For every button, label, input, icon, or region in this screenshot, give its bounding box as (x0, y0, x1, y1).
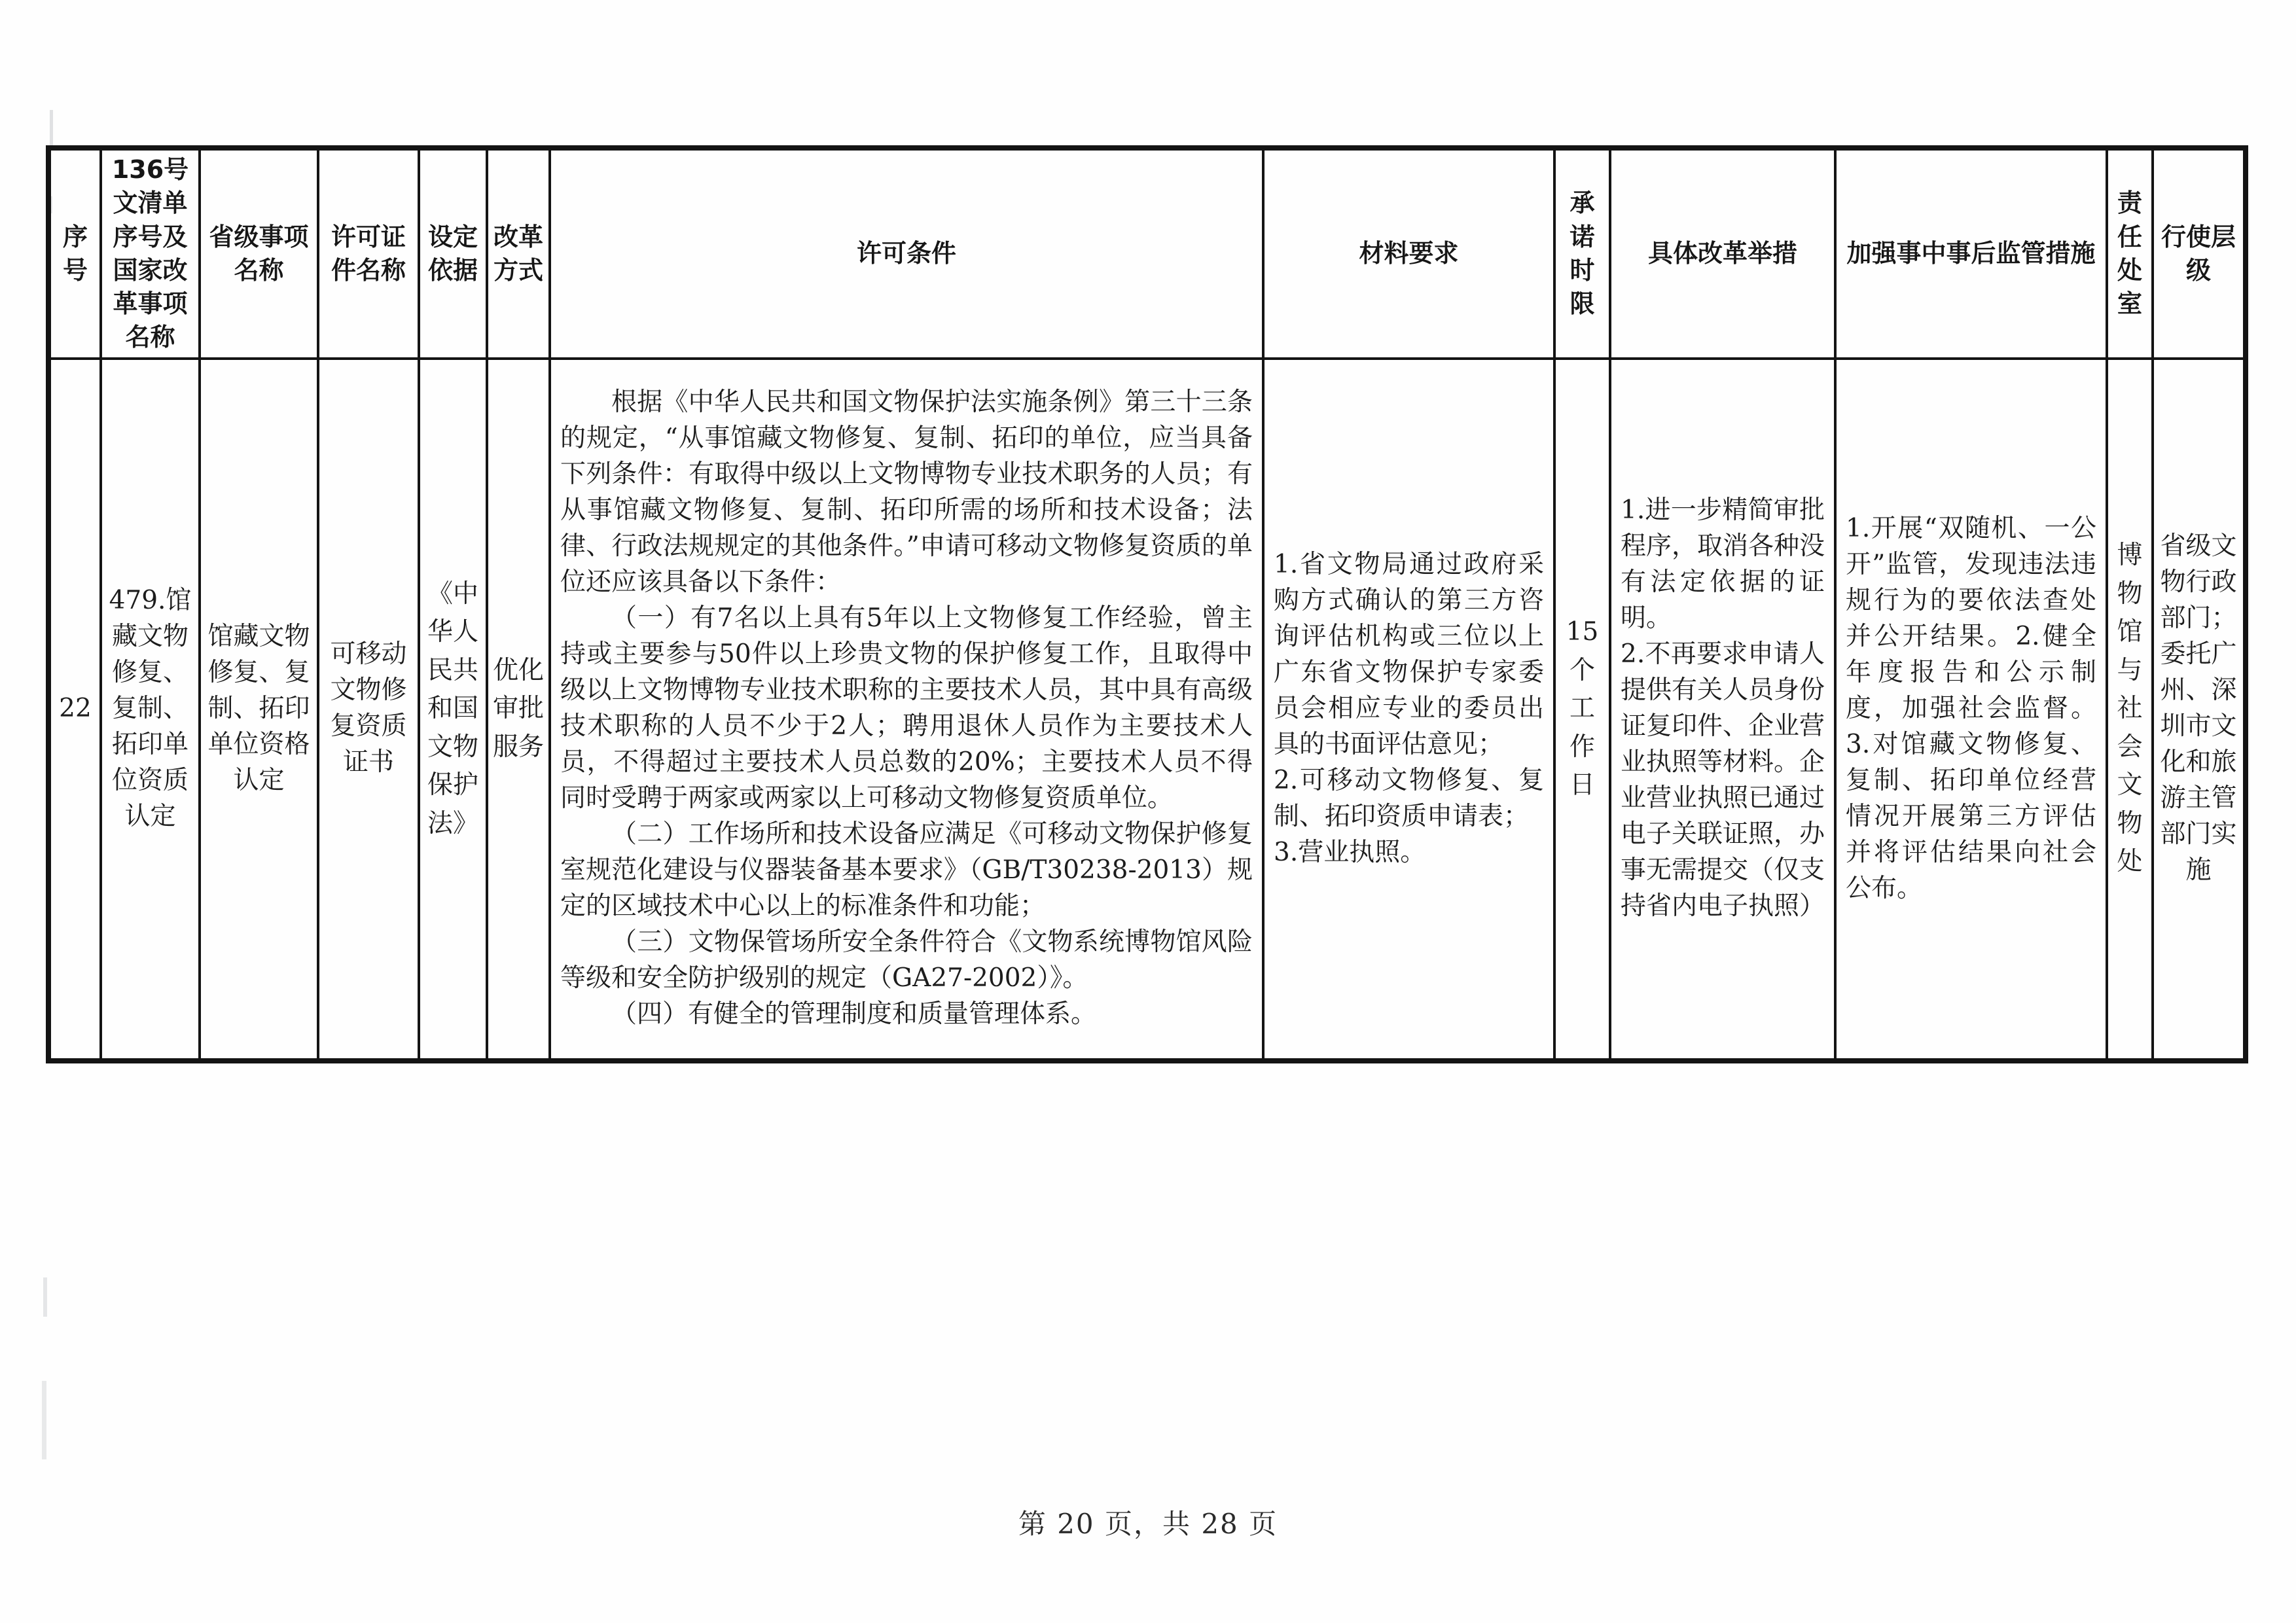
col-header-responsible-office: 责任处室 (2107, 148, 2153, 359)
reform-measure-item: 2.不再要求申请人提供有关人员身份证复印件、企业营业执照等材料。企业营业执照已通过电子关联证照，办事无需提交（仅支持省内电子执照） (1621, 639, 1825, 921)
col-header-material-requirements: 材料要求 (1263, 148, 1554, 359)
scan-artifact (43, 1277, 47, 1317)
cell-certificate-name: 可移动文物修复资质证书 (318, 359, 419, 1061)
license-condition-paragraph: （四）有健全的管理制度和质量管理体系。 (611, 999, 1097, 1029)
cell-reform-measures (1610, 359, 1835, 1061)
approval-items-table (46, 145, 2248, 1063)
col-header-promise-time-limit: 承诺时限 (1554, 148, 1610, 359)
license-condition-paragraph: （一）有7名以上具有5年以上文物修复工作经验，曾主持或主要参与50件以上珍贵文物的保护修复工作，且取得中级以上文物博物专业技术职称的主要技术人员，其中具有高级技术职称的人员不少于2人；聘用退休人员作为主要技术人员，不得超过主要技术人员总数的20%；主要技术人员不得同时受聘于两家或两家以上可移动文物修复资质单位。 (560, 603, 1253, 813)
cell-license-conditions (550, 359, 1263, 1061)
cell-supervision-measures (1835, 359, 2107, 1061)
material-requirement-item: 3.营业执照。 (1274, 837, 1426, 867)
col-header-reform-mode: 改革方式 (487, 148, 550, 359)
table-header-row (48, 148, 2246, 359)
cell-national-item: 479.馆藏文物修复、复制、拓印单位资质认定 (101, 359, 200, 1061)
cell-promise-time-limit: 15个工作日 (1554, 359, 1610, 1061)
scan-artifact (50, 110, 53, 148)
cell-reform-mode: 优化审批服务 (487, 359, 550, 1061)
col-header-national-item: 136号文清单序号及国家改革事项名称 (101, 148, 200, 359)
col-header-legal-basis: 设定依据 (419, 148, 487, 359)
cell-legal-basis: 《中华人民共和国文物保护法》 (419, 359, 487, 1061)
cell-exercise-level: 省级文物行政部门；委托广州、深圳市文化和旅游主管部门实施 (2153, 359, 2246, 1061)
col-header-license-conditions: 许可条件 (550, 148, 1263, 359)
reform-measure-item: 1.进一步精简审批程序，取消各种没有法定依据的证明。 (1621, 495, 1825, 633)
license-condition-paragraph: 根据《中华人民共和国文物保护法实施条例》第三十三条的规定，“从事馆藏文物修复、复制、拓印的单位，应当具备下列条件：有取得中级以上文物博物专业技术职务的人员；有从事馆藏文物修复、复制、拓印所需的场所和技术设备；法律、行政法规规定的其他条件。”申请可移动文物修复资质的单位还应该具备以下条件： (560, 387, 1253, 597)
col-header-reform-measures: 具体改革举措 (1610, 148, 1835, 359)
material-requirement-item: 2.可移动文物修复、复制、拓印资质申请表； (1274, 765, 1544, 831)
scan-artifact (42, 1381, 46, 1459)
cell-provincial-item: 馆藏文物修复、复制、拓印单位资格认定 (200, 359, 318, 1061)
cell-responsible-office: 博物馆与社会文物处 (2107, 359, 2153, 1061)
col-header-exercise-level: 行使层级 (2153, 148, 2246, 359)
cell-material-requirements (1263, 359, 1554, 1061)
col-header-supervision-measures: 加强事中事后监管措施 (1835, 148, 2107, 359)
page-footer: 第 20 页，共 28 页 (1018, 1508, 1278, 1540)
cell-serial: 22 (48, 359, 101, 1061)
license-condition-paragraph: （二）工作场所和技术设备应满足《可移动文物保护修复室规范化建设与仪器装备基本要求》（GB/T30238-2013）规定的区域技术中心以上的标准条件和功能； (560, 819, 1253, 921)
table-row-22 (48, 359, 2246, 1061)
col-header-provincial-item: 省级事项名称 (200, 148, 318, 359)
license-condition-paragraph: （三）文物保管场所安全条件符合《文物系统博物馆风险等级和安全防护级别的规定（GA27-2002）》。 (560, 927, 1253, 993)
material-requirement-item: 1.省文物局通过政府采购方式确认的第三方咨询评估机构或三位以上广东省文物保护专家委员会相应专业的委员出具的书面评估意见； (1274, 549, 1544, 759)
col-header-serial: 序号 (48, 148, 101, 359)
col-header-certificate-name: 许可证件名称 (318, 148, 419, 359)
supervision-measures-text: 1.开展“双随机、一公开”监管，发现违法违规行为的要依法查处并公开结果。2.健全年度报告和公示制度，加强社会监督。3.对馆藏文物修复、复制、拓印单位经营情况开展第三方评估并将评估结果向社会公布。 (1846, 513, 2096, 903)
